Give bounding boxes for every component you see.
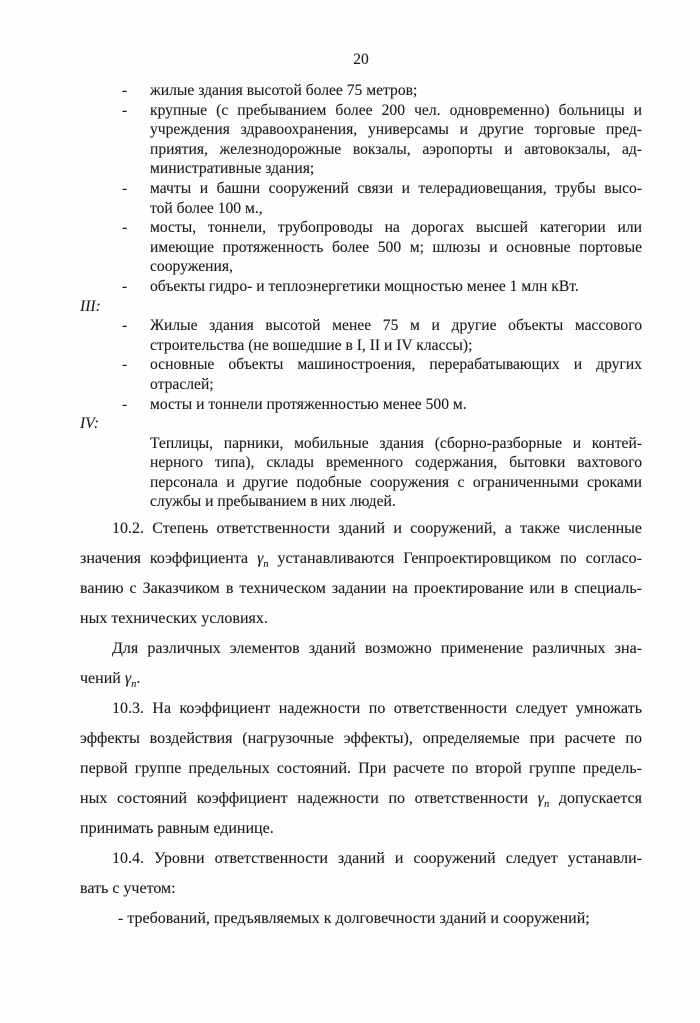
text-line: сооружения, xyxy=(150,258,233,276)
gamma-n-symbol: $\gamma_n$ xyxy=(257,550,269,571)
list-item xyxy=(80,218,642,277)
dash-marker: - xyxy=(122,179,128,197)
text-line: мачты и башни сооружений связи и телерадиовещания, трубы высо- xyxy=(150,179,642,197)
list-item xyxy=(80,101,642,179)
text-line: принимать равным единице. xyxy=(80,820,274,838)
text-line: мосты и тоннели протяженностью менее 500 м. xyxy=(150,395,467,413)
list-item xyxy=(80,179,642,218)
body-paragraphs xyxy=(80,514,642,934)
dash-marker: - xyxy=(122,219,128,237)
paragraph-dash-item xyxy=(80,904,642,934)
text-line: строительства (не вошедшие в I, II и IV классы); xyxy=(150,336,473,354)
objects-list-top xyxy=(80,81,642,512)
text-line: Жилые здания высотой менее 75 м и другие объекты массового xyxy=(150,317,642,335)
text-line: первой группе предельных состояний. При расчете по второй группе предель- xyxy=(80,760,642,778)
dash-marker: - xyxy=(122,356,128,374)
text-line: жилые здания высотой более 75 метров; xyxy=(150,82,418,99)
text-line: службы и пребыванием в них людей. xyxy=(150,493,396,511)
text-line: основные объекты машиностроения, перерабатывающих и других xyxy=(150,356,642,374)
page-number: 20 xyxy=(353,51,369,68)
text-line: ных состояний коэффициент надежности по ответственности $\gamma_n$ допускается xyxy=(80,790,643,811)
dash-marker: - xyxy=(122,395,128,413)
text-line: персонала и другие подобные сооружения с ограниченными сроками xyxy=(150,473,642,491)
list-item xyxy=(80,395,642,415)
text-line: 10.4. Уровни ответственности зданий и сооружений следует устанавли- xyxy=(112,850,642,868)
text-line: нерного типа), склады временного содержания, бытовки вахтового xyxy=(150,454,642,472)
text-line: приятия, железнодорожные вокзалы, аэропорты и автовокзалы, ад- xyxy=(150,140,642,158)
text-line: 10.3. На коэффициент надежности по ответственности следует умножать xyxy=(112,700,642,718)
paragraph-10-3 xyxy=(80,694,642,844)
list-item xyxy=(80,355,642,394)
gamma-n-symbol: $\gamma_n$ xyxy=(124,670,137,691)
text-line: той более 100 м., xyxy=(150,199,263,217)
text-line: вать с учетом: xyxy=(80,880,176,898)
list-item xyxy=(80,316,642,355)
gamma-n-symbol: $\gamma_n$ xyxy=(537,790,550,811)
text-line: 10.2. Степень ответственности зданий и сооружений, а также численные xyxy=(112,520,642,538)
list-item xyxy=(80,277,642,297)
dash-marker: - xyxy=(122,277,128,295)
text-line: значения коэффициента $\gamma_n$ устанавливаются Генпроектировщиком по согласо- xyxy=(80,550,643,571)
paragraph-various-elements xyxy=(80,634,642,694)
text-line: Теплицы, парники, мобильные здания (сборно-разборные и контей- xyxy=(150,434,642,452)
text-line: министративные здания; xyxy=(150,160,315,178)
text-line: крупные (с пребыванием более 200 чел. одновременно) больницы и xyxy=(150,101,642,119)
text-line: отраслей; xyxy=(150,375,214,393)
text-line: эффекты воздействия (нагрузочные эффекты), определяемые при расчете по xyxy=(80,730,642,748)
section-label-iv: IV: xyxy=(80,415,99,433)
text-line: Для различных элементов зданий возможно применение различных зна- xyxy=(112,640,642,658)
text-line: мосты, тоннели, трубопроводы на дорогах высшей категории или xyxy=(150,219,642,237)
text-line: ных технических условиях. xyxy=(80,610,268,628)
dash-marker: - xyxy=(122,82,128,99)
text-line: учреждения здравоохранения, универсамы и другие торговые пред- xyxy=(150,121,642,139)
paragraph-10-4 xyxy=(80,844,642,904)
section-label-iii: III: xyxy=(80,297,101,315)
text-line: ванию с Заказчиком в техническом задании на проектирование или в специаль- xyxy=(80,580,642,598)
page-content xyxy=(80,50,642,934)
paragraph-10-2 xyxy=(80,514,642,634)
text-line: чений $\gamma_n$. xyxy=(80,670,141,691)
text-line: объекты гидро- и теплоэнергетики мощностью менее 1 млн кВт. xyxy=(150,277,579,295)
section-iv-paragraph xyxy=(80,434,642,512)
text-line: - требований, предъявляемых к долговечности зданий и сооружений; xyxy=(118,910,590,928)
dash-marker: - xyxy=(122,101,128,119)
section-iii-list xyxy=(80,316,642,414)
dash-marker: - xyxy=(122,317,128,335)
list-item xyxy=(80,81,642,101)
text-line: имеющие протяженность более 500 м; шлюзы и основные портовые xyxy=(150,238,642,256)
